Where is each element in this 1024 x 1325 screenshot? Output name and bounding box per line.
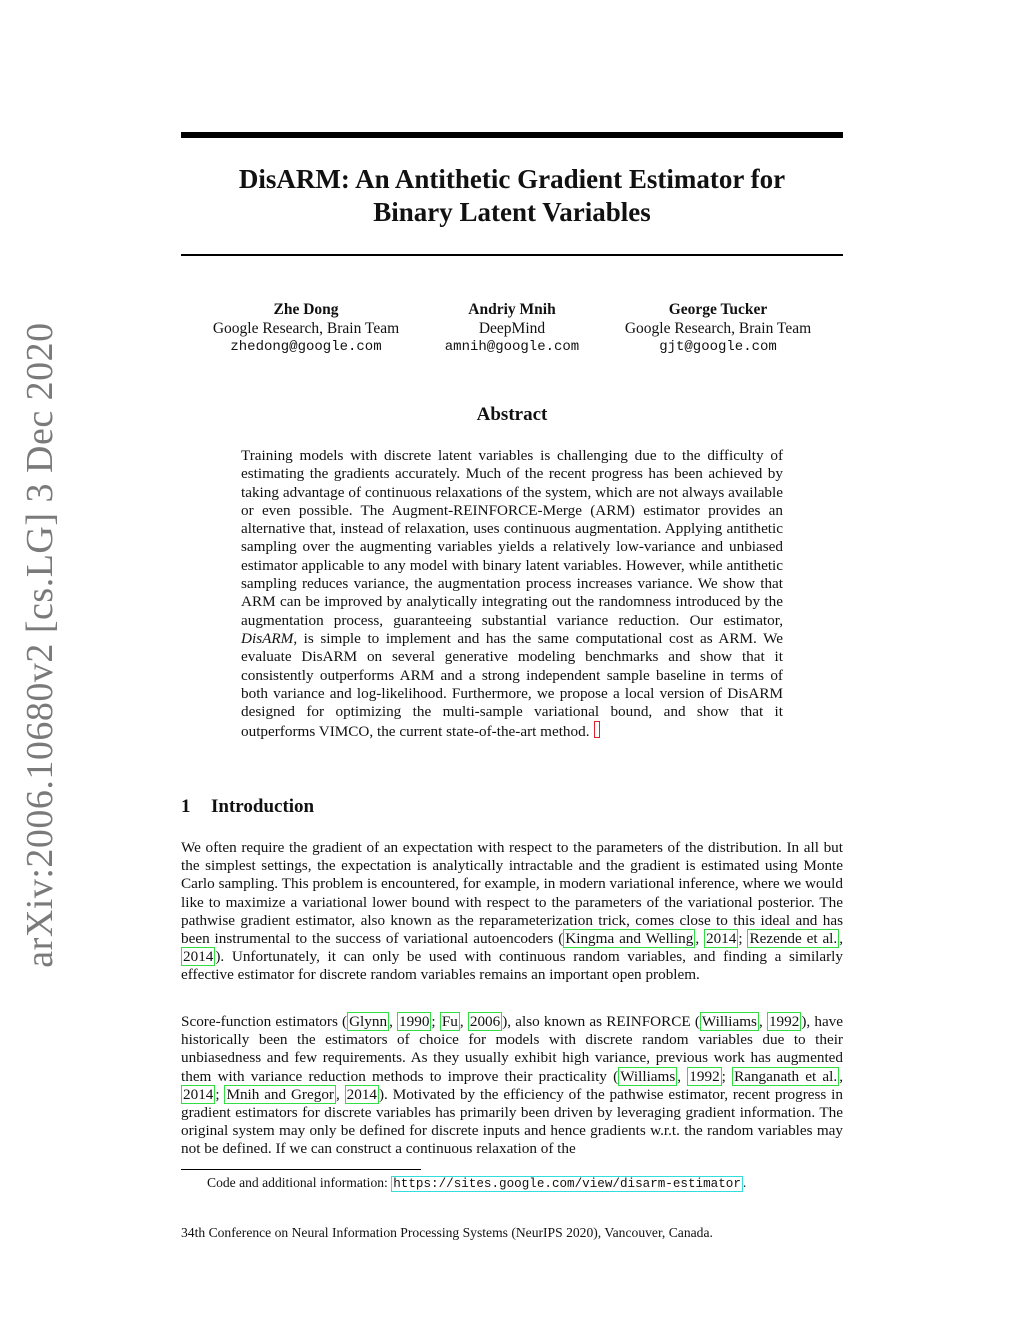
text-cursor-marker (594, 721, 600, 738)
author-affiliation: DeepMind (478, 320, 546, 337)
citation-link[interactable]: Williams (620, 1067, 676, 1085)
citation-link[interactable]: 2006 (469, 1013, 501, 1030)
author-1 (191, 300, 421, 357)
citation-link[interactable]: 2014 (183, 948, 214, 966)
citation-link[interactable]: Ranganath et al. (734, 1067, 838, 1085)
author-email[interactable]: gjt@google.com (659, 339, 777, 355)
footnote (207, 1175, 746, 1191)
paper-title (181, 163, 843, 229)
arxiv-stamp: arXiv:2006.10680v2 [cs.LG] 3 Dec 2020 (19, 322, 61, 968)
footnote-rule (181, 1169, 421, 1170)
section-heading-introduction (181, 796, 314, 818)
citation-link[interactable]: Glynn (349, 1013, 388, 1030)
p1-text-a: We often require the gradient of an expectation with respect to the parameters of the distribution. In all but the simplest settings, the expectation is analytically intractable and the gradient is estimated using Monte Carlo sampling. This problem is encountered, for example, in modern variational inference, where we would like to maximize a variational lower bound with respect to the parameters of the variational posterior. The pathwise gradient estimator, also known as the reparameterization trick, comes close to this ideal and has been instrumental to the success of variational autoencoders ( (181, 839, 843, 948)
intro-paragraph-1: We often require the gradient of an expectation with respect to the parameters of the distribution. In all but the simplest settings, the expectation is analytically intractable and the gradient is estimated using Monte Carlo sampling. This problem is encountered, for example, in modern variational inference, where we would like to maximize a variational lower bound with respect to the parameters of the variational posterior. The pathwise gradient estimator, also known as the reparameterization trick, comes close to this ideal and has been instrumental to the success of variational autoencoders ( Kingma and Welling , 2014 ; Rezende et al. , 2014 ). Unfortunately, it can only be used with continuous random variables, and finding a similarly effective estimator for discrete random variables remains an important open problem. (181, 839, 843, 984)
intro-paragraph-2: Score-function estimators ( Glynn , 1990 ; Fu , 2006 ), also known as REINFORCE ( Williams , 1992 ), have historically been the estimators of choice for models with discrete random variables due to their unbiasedness and few requirements. As they usually exhibit high variance, previous work has augmented them with variance reduction methods to improve their practicality ( Williams , 1992 ; Ranganath et al. , 2014 ; Mnih and Gregor , 2014 ). Motivated by the efficiency of the pathwise estimator, recent progress in gradient estimators for discrete variables has primarily been driven by leveraging gradient information. The original system may only be defined for discrete inputs and hence gradients w.r.t. the random variables may not be defined. If we can construct a continuous relaxation of the (181, 1013, 844, 1158)
author-affiliation: Google Research, Brain Team (624, 320, 812, 337)
p2-text-d: ). Motivated by the efficiency of the pathwise estimator, recent progress in gradient estimators for discrete variables has primarily been driven by leveraging gradient information. The original system may only be defined for discrete inputs and hence gradients w.r.t. the random variables may not be defined. If we can construct a continuous relaxation of the (181, 1085, 843, 1158)
citation-link[interactable]: Rezende et al. (749, 930, 838, 948)
footnote-end: . (742, 1175, 747, 1190)
citation-link[interactable]: Mnih and Gregor (226, 1085, 334, 1103)
citation-link[interactable]: Kingma and Welling (565, 930, 694, 948)
author-3 (603, 300, 833, 357)
author-name: George Tucker (668, 301, 768, 318)
section-title: Introduction (211, 796, 315, 817)
p2-text-c: ), have historically been the estimators of choice for models with discrete random variables due to their unbiasedness and few requirements. As they usually exhibit high variance, previous work has augmented them with variance reduction methods to improve their practicality ( (181, 1013, 844, 1085)
citation-link[interactable]: 2014 (705, 930, 737, 948)
author-email[interactable]: amnih@google.com (444, 339, 580, 355)
abstract-part-2: , is simple to implement and has the same computational cost as ARM. We evaluate DisARM on several generative modeling benchmarks and show that it consistently outperforms ARM and a strong independent sample baseline in terms of both variance and log-likelihood. Furthermore, we propose a local version of DisARM designed for optimizing the multi-sample variational bound, and show that it outperforms VIMCO, the current state-of-the-art method. (241, 629, 783, 741)
author-name: Andriy Mnih (468, 301, 556, 318)
abstract-part-1: Training models with discrete latent variables is challenging due to the difficulty of estimating the gradients accurately. Much of the recent progress has been achieved by taking advantage of continuous relaxations of the system, which are not always available or even possible. The Augment-REINFORCE-Merge (ARM) estimator provides an alternative that, instead of relaxation, uses continuous augmentation. Applying antithetic sampling over the augmenting variables yields a relatively low-variance and unbiased estimator applicable to any model with binary latent variables. However, while antithetic sampling reduces variance, the augmentation process increases variance. We show that ARM can be improved by analytically integrating out the randomness introduced by the augmentation process, guaranteeing substantial variance reduction. Our estimator, (241, 447, 783, 629)
title-rule-top (181, 132, 843, 138)
conference-footer: 34th Conference on Neural Information Processing Systems (NeurIPS 2020), Vancouver, Canada. (181, 1225, 713, 1240)
citation-link[interactable]: 1990 (399, 1013, 430, 1030)
p2-text-a: Score-function estimators ( (181, 1013, 348, 1030)
title-rule-bottom (181, 254, 843, 256)
p1-text-b: ). Unfortunately, it can only be used with continuous random variables, and finding a similarly effective estimator for discrete random variables remains an important open problem. (181, 948, 843, 984)
title-line-2: Binary Latent Variables (373, 197, 651, 227)
author-email[interactable]: zhedong@google.com (230, 339, 382, 355)
author-affiliation: Google Research, Brain Team (212, 320, 400, 337)
footnote-text: Code and additional information: (207, 1175, 392, 1190)
title-line-1: DisARM: An Antithetic Gradient Estimator for (238, 164, 786, 194)
abstract-text (241, 447, 783, 742)
citation-link[interactable]: 2014 (346, 1085, 377, 1103)
abstract-emphasis: DisARM (241, 629, 294, 647)
abstract-heading: Abstract (476, 404, 548, 425)
section-number: 1 (181, 796, 191, 817)
citation-link[interactable]: 2014 (183, 1085, 214, 1103)
citation-link[interactable]: Williams (701, 1013, 757, 1030)
citation-link[interactable]: Fu (441, 1013, 458, 1030)
footnote-url-link[interactable]: https://sites.google.com/view/disarm-estimator (393, 1177, 741, 1191)
p2-text-b: ), also known as REINFORCE ( (502, 1013, 700, 1030)
citation-link[interactable]: 1992 (768, 1013, 800, 1030)
author-name: Zhe Dong (273, 301, 339, 318)
citation-link[interactable]: 1992 (689, 1067, 720, 1085)
author-2 (397, 300, 627, 357)
